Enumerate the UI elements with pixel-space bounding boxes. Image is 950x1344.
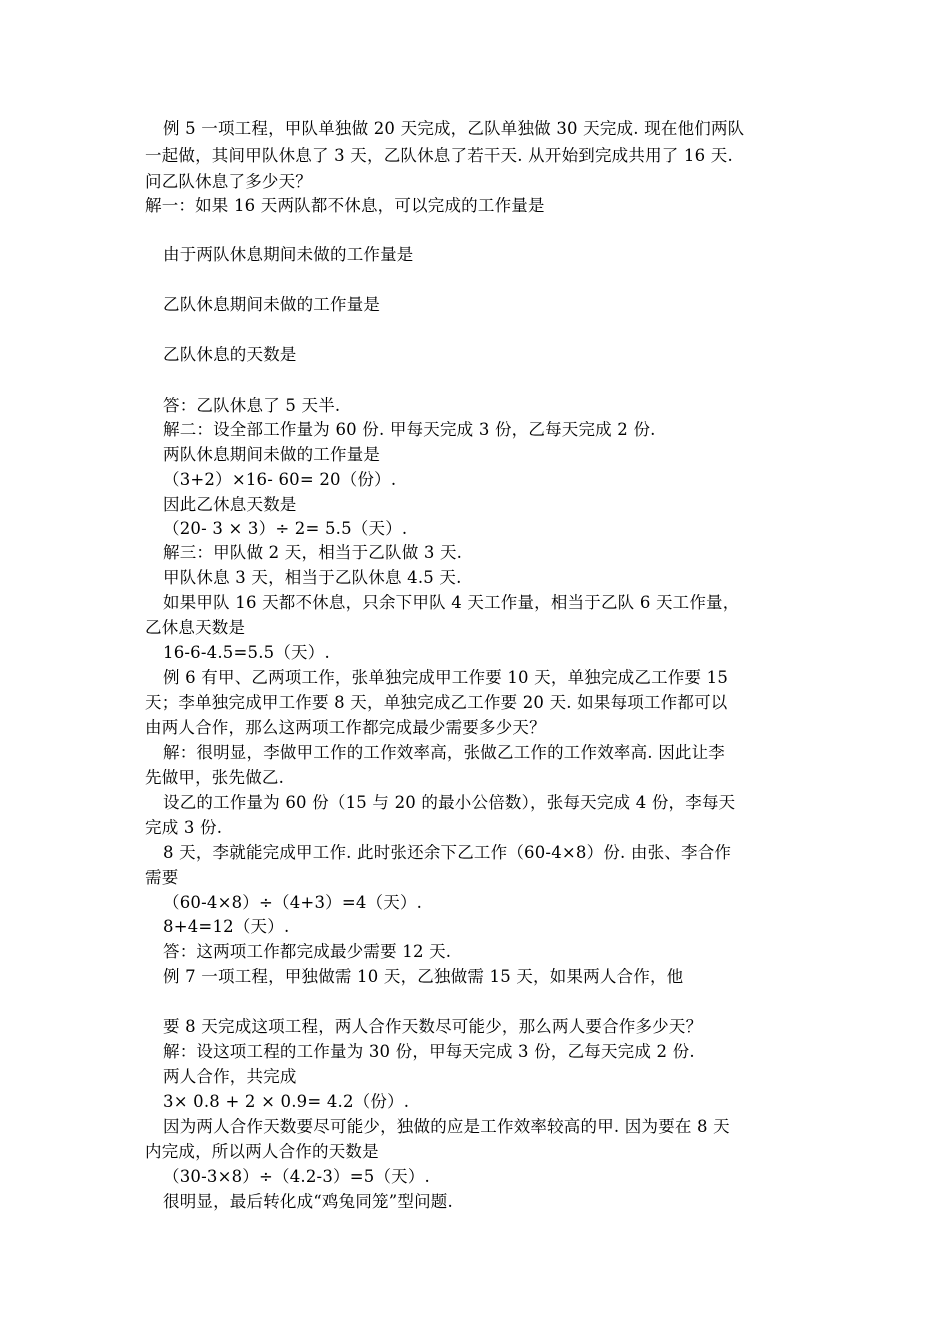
formula-line: （60-4×8）÷（4+3）=4（天）.: [163, 893, 423, 912]
text-line: 天；李单独完成甲工作要 8 天，单独完成乙工作要 20 天. 如果每项工作都可以: [145, 693, 728, 712]
text-line: 内完成，所以两人合作的天数是: [145, 1142, 379, 1161]
text-line: 如果甲队 16 天都不休息，只余下甲队 4 天工作量，相当于乙队 6 天工作量，: [163, 593, 740, 612]
text-line: 8 天，李就能完成甲工作. 此时张还余下乙工作（60-4×8）份. 由张、李合作: [163, 843, 732, 862]
text-line: 甲队休息 3 天，相当于乙队休息 4.5 天.: [163, 568, 462, 587]
text-line: 因为两人合作天数要尽可能少，独做的应是工作效率较高的甲. 因为要在 8 天: [163, 1117, 730, 1136]
text-line: 乙休息天数是: [145, 618, 246, 637]
text-line: 答：这两项工作都完成最少需要 12 天.: [163, 942, 452, 961]
text-line: 很明显，最后转化成“鸡兔同笼”型问题.: [163, 1192, 453, 1211]
text-line: 先做甲，张先做乙.: [145, 768, 285, 787]
text-line: 解一：如果 16 天两队都不休息，可以完成的工作量是: [145, 196, 545, 215]
formula-line: 3× 0.8 + 2 × 0.9= 4.2（份）.: [163, 1092, 410, 1111]
text-line: 解二：设全部工作量为 60 份. 甲每天完成 3 份，乙每天完成 2 份.: [163, 420, 656, 439]
formula-line: （20- 3 × 3）÷ 2= 5.5（天）.: [163, 519, 408, 538]
text-line: 设乙的工作量为 60 份（15 与 20 的最小公倍数），张每天完成 4 份，李每天: [163, 793, 736, 812]
text-line: 两队休息期间未做的工作量是: [163, 445, 381, 464]
text-line: 问乙队休息了多少天？: [145, 172, 312, 191]
text-line: 要 8 天完成这项工程，两人合作天数尽可能少，那么两人要合作多少天？: [163, 1017, 703, 1036]
text-line: 解三：甲队做 2 天，相当于乙队做 3 天.: [163, 543, 463, 562]
text-line: 例 6 有甲、乙两项工作，张单独完成甲工作要 10 天，单独完成乙工作要 15: [163, 668, 729, 687]
text-line: 因此乙休息天数是: [163, 495, 297, 514]
text-line: 解：设这项工程的工作量为 30 份，甲每天完成 3 份，乙每天完成 2 份.: [163, 1042, 695, 1061]
formula-line: 16-6-4.5=5.5（天）.: [163, 643, 330, 662]
text-line: 由于两队休息期间未做的工作量是: [163, 245, 414, 264]
text-line: 两人合作，共完成: [163, 1067, 297, 1086]
formula-line: 8+4=12（天）.: [163, 917, 290, 936]
text-line: 由两人合作，那么这两项工作都完成最少需要多少天？: [145, 718, 546, 737]
text-line: 完成 3 份.: [145, 818, 223, 837]
text-line: 乙队休息期间未做的工作量是: [163, 295, 381, 314]
formula-line: （3+2）×16- 60= 20（份）.: [163, 470, 397, 489]
text-line: 例 7 一项工程，甲独做需 10 天，乙独做需 15 天，如果两人合作，他: [163, 967, 684, 986]
formula-line: （30-3×8）÷（4.2-3）=5（天）.: [163, 1167, 430, 1186]
text-line: 解：很明显，李做甲工作的工作效率高，张做乙工作的工作效率高. 因此让李: [163, 743, 725, 762]
text-line: 一起做，其间甲队休息了 3 天，乙队休息了若干天. 从开始到完成共用了 16 天.: [145, 146, 733, 165]
text-line: 需要: [145, 868, 179, 887]
text-line: 答：乙队休息了 5 天半.: [163, 396, 341, 415]
text-line: 乙队休息的天数是: [163, 345, 297, 364]
text-line: 例 5 一项工程，甲队单独做 20 天完成，乙队单独做 30 天完成. 现在他们两队: [163, 119, 745, 138]
